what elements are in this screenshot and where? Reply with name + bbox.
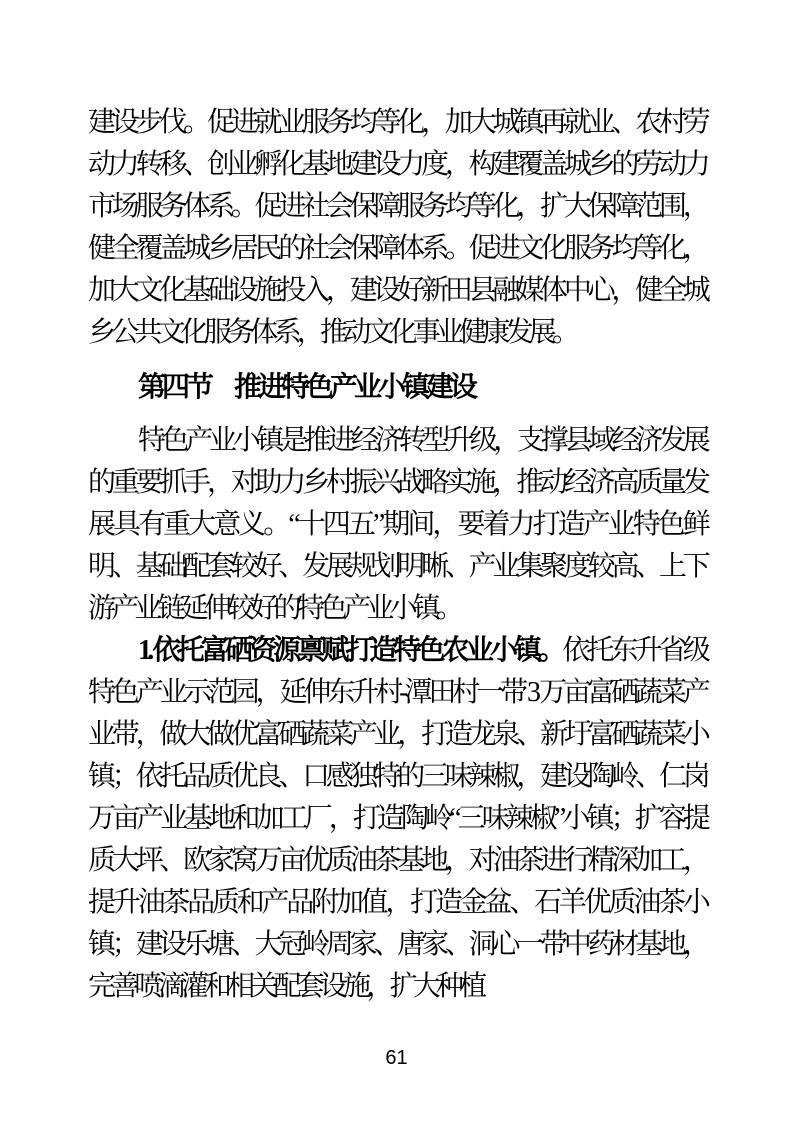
paragraph-continued: 建设步伐。促进就业服务均等化，加大城镇再就业、农村劳动力转移、创业孵化基地建设力度，构建覆盖城乡的劳动力市场服务体系。促进社会保障服务均等化，扩大保障范围，健全覆盖城乡居民的社会保障体系。促进文化服务均等化，加大文化基础设施投入，建设好新田县融媒体中心，健全城乡公共文化服务体系，推动文化事业健康发展。 [88, 107, 706, 348]
item-1-body: 依托东升省级特色产业示范园，延伸东升村-潭田村一带 3 万亩富硒蔬菜产业带，做大做优富硒蔬菜产业，打造龙泉、新圩富硒蔬菜小镇；依托品质优良、口感独特的三味辣椒，建设陶岭、仁岗万亩产业基地和加工厂，打造陶岭“三味辣椒”小镇；扩容提质大坪、欧家窝万亩优质油茶基地，对油茶进行精深加工，提升油茶品质和产品附加值，打造金盆、石羊优质油茶小镇；建设乐塘、大冠岭周家、唐家、洞心一带中药材基地，完善喷滴灌和相关配套设施，扩大种植 [88, 635, 706, 1002]
page-content [88, 102, 706, 1008]
page-number: 61 [385, 1047, 408, 1069]
paragraph-intro: 特色产业小镇是推进经济转型升级，支撑县域经济发展的重要抓手，对助力乡村振兴战略实施，推动经济高质量发展具有重大意义。“十四五”期间，要着力打造产业特色鲜明、基础配套较好、发展规划明晰、产业集聚度较高、上下游产业链延伸较好的特色产业小镇。 [88, 425, 706, 624]
section-heading: 第四节 推进特色产业小镇建设 [138, 372, 475, 403]
page-footer [0, 1046, 793, 1070]
paragraph-item-1 [88, 630, 706, 1008]
item-1-lead: 1. 依托富硒资源禀赋打造特色农业小镇。 [138, 635, 563, 666]
